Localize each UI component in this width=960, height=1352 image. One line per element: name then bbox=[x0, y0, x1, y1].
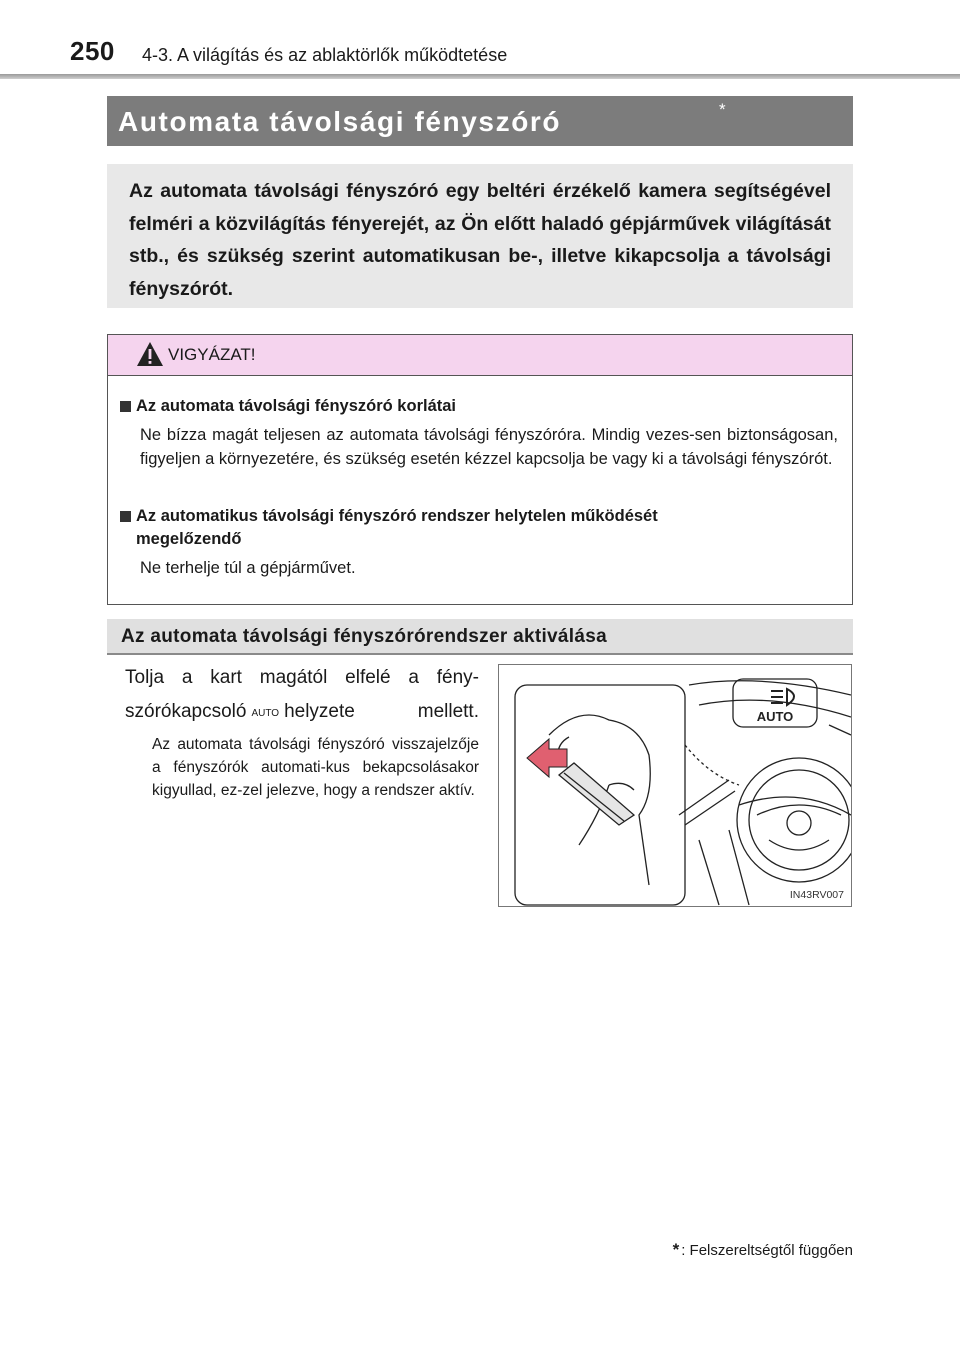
page-number: 250 bbox=[70, 36, 115, 66]
illustration-figure bbox=[498, 664, 852, 907]
warning-header bbox=[108, 335, 852, 376]
title-footnote-marker: * bbox=[719, 100, 726, 119]
warning-item bbox=[120, 395, 838, 471]
page-header bbox=[0, 0, 960, 80]
warning-item-body: Ne terhelje túl a gépjárművet. bbox=[140, 559, 356, 577]
intro-box bbox=[107, 164, 853, 308]
section-title-bar bbox=[107, 96, 853, 146]
auto-position-icon: AUTO bbox=[251, 708, 280, 719]
footnote bbox=[604, 1240, 853, 1260]
warning-item-heading: Az automatikus távolsági fényszóró rendszer helytelen működését megelőzendő bbox=[120, 505, 838, 551]
square-bullet-icon bbox=[120, 401, 131, 412]
footnote-marker: * bbox=[672, 1240, 680, 1259]
warning-item-body: Ne bízza magát teljesen az automata távolsági fényszóróra. Mindig vezes-sen biztonságosan, figyeljen a környezetére, és szükség esetén kézzel kapcsolja be vagy ki a távolsági fényszórót. bbox=[140, 426, 838, 468]
footnote-text: : Felszereltségtől függően bbox=[681, 1242, 853, 1259]
warning-box bbox=[107, 334, 853, 605]
header-rule bbox=[0, 74, 960, 79]
page-title: Automata távolsági fényszóró bbox=[118, 106, 562, 137]
chapter-title: 4-3. A világítás és az ablaktörlők működtetése bbox=[142, 45, 508, 65]
steering-column-illustration bbox=[499, 665, 852, 907]
intro-text: Az automata távolsági fényszóró egy beltéri érzékelő kamera segítségével felméri a közvilágítás fényerejét, az Ön előtt haladó gépjárművek világítását stb., és szükség szerint automatikusan be-, illetve kikapcsolja a távolsági fényszórót. bbox=[129, 180, 831, 300]
warning-item-heading: Az automata távolsági fényszóró korlátai bbox=[120, 395, 838, 418]
subsection-title-bar bbox=[107, 619, 853, 655]
square-bullet-icon bbox=[120, 511, 131, 522]
warning-triangle-icon bbox=[136, 341, 164, 367]
step-note: Az automata távolsági fényszóró visszajelzője a fényszórók automati-kus bekapcsolásakor kigyullad, ez-zel jelezve, hogy a rendszer aktív. bbox=[152, 736, 479, 799]
subsection-title: Az automata távolsági fényszórórendszer aktiválása bbox=[121, 626, 607, 647]
switch-auto-label: AUTO bbox=[756, 709, 794, 724]
step-instruction: Tolja a kart magától elfelé a fény- szórókapcsoló AUTO helyzete mellett. bbox=[125, 661, 479, 731]
warning-item bbox=[120, 505, 838, 581]
subsection-rule bbox=[107, 653, 853, 655]
figure-code: IN43RV007 bbox=[789, 889, 844, 901]
warning-title: VIGYÁZAT! bbox=[168, 345, 256, 364]
